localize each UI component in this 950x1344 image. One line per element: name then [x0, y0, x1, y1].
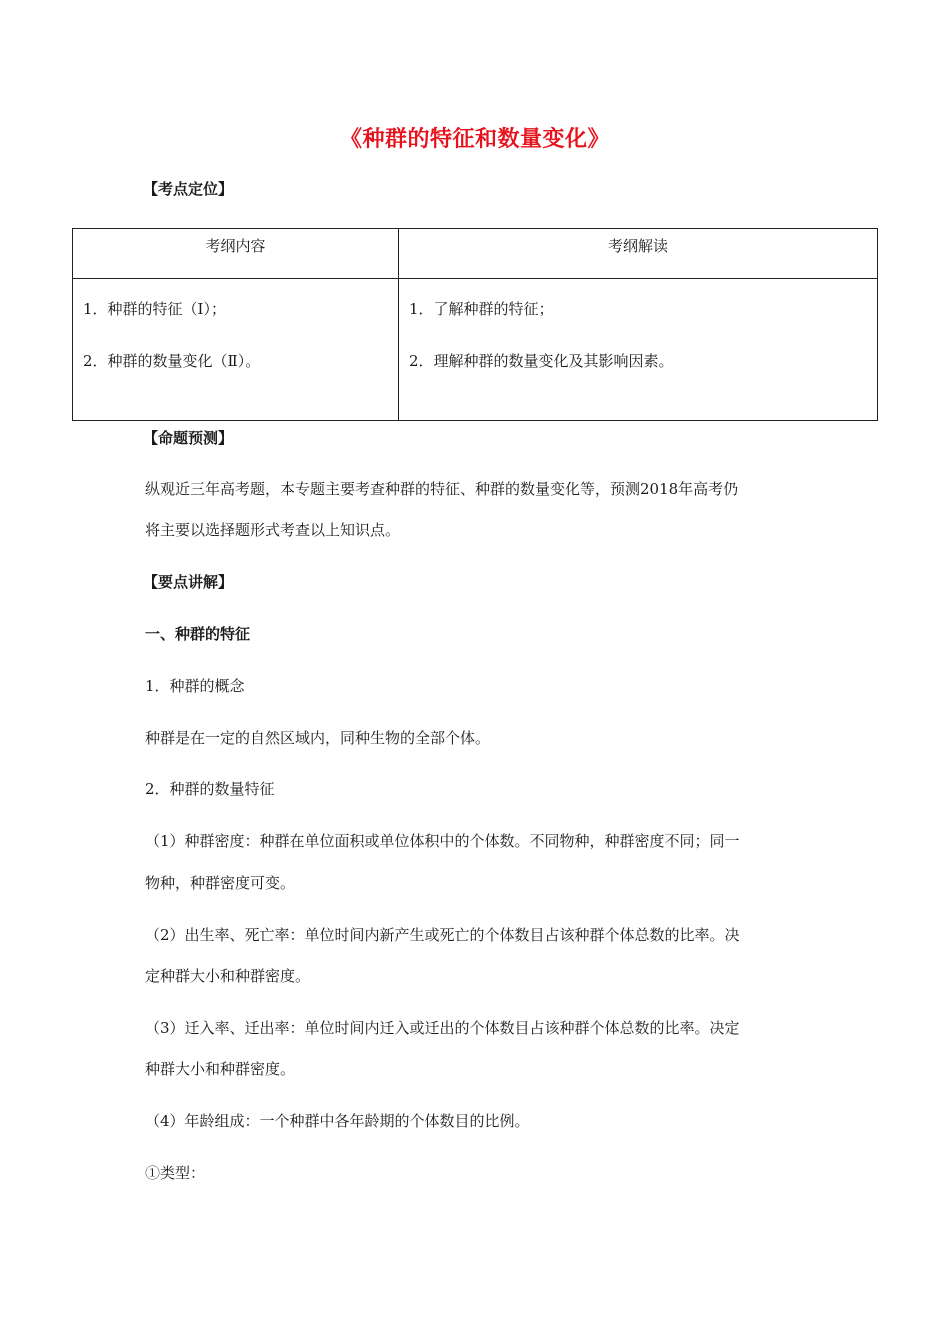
paragraph-line: 种群大小和种群密度。	[145, 1060, 296, 1078]
table-header-content: 考纲内容	[73, 229, 399, 279]
paragraph-line: 物种，种群密度可变。	[145, 874, 296, 892]
section-kaodian-label: 【考点定位】	[143, 180, 234, 198]
table-header-interpretation: 考纲解读	[399, 229, 878, 279]
list-item: 1．种群的特征（Ⅰ）；	[83, 300, 226, 318]
list-item: 1．了解种群的特征；	[409, 300, 554, 318]
paragraph-line: （2）出生率、死亡率：单位时间内新产生或死亡的个体数目占该种群个体总数的比率。决	[145, 926, 740, 944]
item-heading: 1．种群的概念	[145, 677, 245, 695]
paragraph-line: 种群是在一定的自然区域内，同种生物的全部个体。	[145, 729, 491, 747]
section-yaodian-label: 【要点讲解】	[143, 573, 234, 591]
paragraph-line: （4）年龄组成：一个种群中各年龄期的个体数目的比例。	[145, 1112, 530, 1130]
paragraph-line: （3）迁入率、迁出率：单位时间内迁入或迁出的个体数目占该种群个体总数的比率。决定	[145, 1019, 740, 1037]
list-item: 2．理解种群的数量变化及其影响因素。	[409, 352, 674, 370]
section-mingti-label: 【命题预测】	[143, 429, 234, 447]
heading-population-features: 一、种群的特征	[145, 625, 251, 643]
paragraph-line: （1）种群密度：种群在单位面积或单位体积中的个体数。不同物种，种群密度不同；同一	[145, 832, 740, 850]
paragraph-line: ①类型：	[145, 1164, 206, 1182]
document-title: 《种群的特征和数量变化》	[339, 127, 610, 152]
table-cell-interpretation	[399, 279, 878, 421]
table-row	[73, 279, 878, 421]
paragraph-line: 纵观近三年高考题，本专题主要考查种群的特征、种群的数量变化等，预测2018年高考仍	[145, 480, 739, 498]
paragraph-line: 将主要以选择题形式考查以上知识点。	[145, 521, 401, 539]
syllabus-table	[72, 228, 878, 421]
paragraph-line: 定种群大小和种群密度。	[145, 967, 311, 985]
item-heading: 2．种群的数量特征	[145, 780, 275, 798]
table-header-row	[73, 229, 878, 279]
table-cell-content	[73, 279, 399, 421]
list-item: 2．种群的数量变化（Ⅱ）。	[83, 352, 261, 370]
